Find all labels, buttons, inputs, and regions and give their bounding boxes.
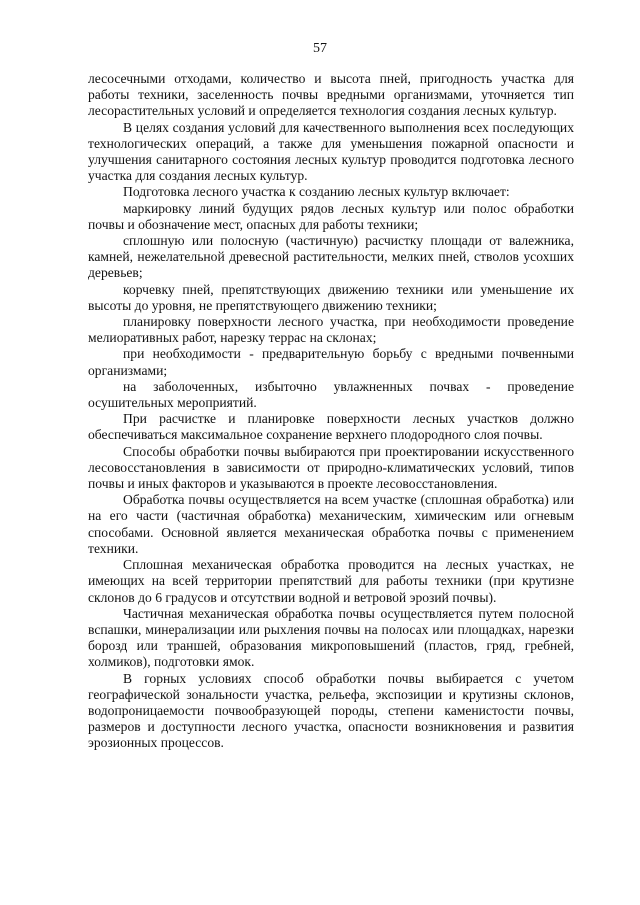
paragraph-mountain-conditions: В горных условиях способ обработки почвы выбирается с учетом географической зональности участка, рельефа, экспозиции и крутизны склонов, водопроницаемости почвообразующей породы, степени каменистости почвы, размеров и доступности лесного участка, опасности возникновения и развития эрозионных процессов. (88, 670, 574, 751)
document-body (88, 71, 574, 752)
paragraph-tillage-methods: Способы обработки почвы выбираются при проектировании искусственного лесовосстановления в зависимости от природно-климатических условий, типов почвы и иных факторов и указываются в проекте лесовосстановления. (88, 443, 574, 492)
paragraph-conditions-purpose: В целях создания условий для качественного выполнения всех последующих технологических операций, а также для уменьшения пожарной опасности и улучшения санитарного состояния лесных культур проводится подготовка лесного участка для создания лесных культур. (88, 119, 574, 184)
paragraph-full-tillage: Сплошная механическая обработка проводится на лесных участках, не имеющих на всей территории препятствий для работы техники (при крутизне склонов до 6 градусов и отсутствии водной и ветровой эрозий почвы). (88, 557, 574, 605)
paragraph-partial-tillage: Частичная механическая обработка почвы осуществляется путем полосной вспашки, минерализации или рыхления почвы на полосах или площадках, нарезки борозд или траншей, образования микроповышений (пластов, гряд, гребней, холмиков), подготовки ямок. (88, 605, 574, 670)
list-item-leveling: планировку поверхности лесного участка, при необходимости проведение мелиоративных работ, нарезку террас на склонах; (88, 314, 574, 346)
list-item-pest-control: при необходимости - предварительную борьбу с вредными почвенными организмами; (88, 346, 574, 378)
list-item-drainage: на заболоченных, избыточно увлажненных почвах - проведение осушительных мероприятий. (88, 378, 574, 411)
list-item-marking: маркировку линий будущих рядов лесных культур или полос обработки почвы и обозначение мест, опасных для работы техники; (88, 200, 574, 232)
paragraph-topsoil-preservation: При расчистке и планировке поверхности лесных участков должно обеспечиваться максимальное сохранение верхнего плодородного слоя почвы. (88, 411, 574, 443)
paragraph-tillage-types: Обработка почвы осуществляется на всем участке (сплошная обработка) или на его части (частичная обработка) механическим, химическим или огневым способами. Основной является механическая обработка почвы с применением техники. (88, 492, 574, 556)
page-number: 57 (313, 41, 327, 56)
list-item-stump-removal: корчевку пней, препятствующих движению техники или уменьшение их высоты до уровня, не препятствующего движению техники; (88, 281, 574, 313)
paragraph-preparation-intro: Подготовка лесного участка к созданию лесных культур включает: (123, 184, 510, 200)
paragraph-continuation: лесосечными отходами, количество и высота пней, пригодность участка для работы техники, заселенность почвы вредными организмами, уточняется тип лесорастительных условий и определяется технология создания лесных культур. (88, 71, 574, 119)
list-item-clearing: сплошную или полосную (частичную) расчистку площади от валежника, камней, нежелательной древесной растительности, мелких пней, стволов усохших деревьев; (88, 233, 574, 281)
